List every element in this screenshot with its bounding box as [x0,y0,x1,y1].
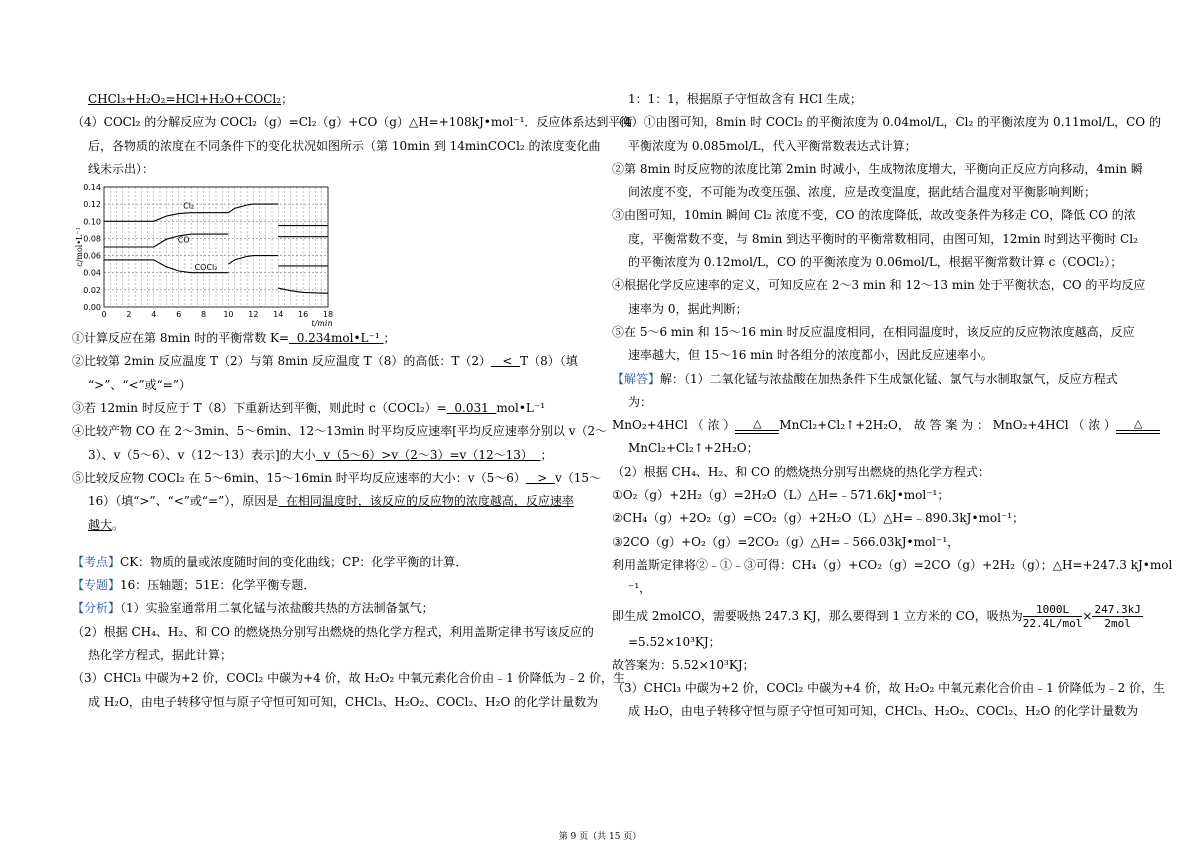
text-line: MnCl₂+Cl₂↑+2H₂O； [628,441,759,456]
jieda: 【解答】解：（1）二氧化锰与浓盐酸在加热条件下生成氯化锰、氯气与水制取氯气，反应方程式 [612,371,1118,386]
text-line: 后，各物质的浓度在不同条件下的变化状况如图所示（第 10min 到 14minCOCl₂ 的浓度变化曲 [88,138,601,153]
text-line: ⁻¹， [628,581,652,596]
x-tick-label: 12 [248,310,259,320]
text-line: 速率越大，但 15～16 min 时各组分的浓度都小，因此反应速率小。 [628,348,993,363]
y-tick-label: 0.14 [83,183,101,193]
answer-4: v（5～6）>v（2～3）=v（12～13） [323,447,533,462]
x-tick-label: 8 [201,310,207,320]
text-line: =5.52×10³KJ； [628,634,721,649]
text-line: CHCl₃+H₂O₂=HCl+H₂O+COCl₂； [88,92,294,106]
question-4-cont: 3）、v（5～6）、v（12～13）表示]的大小 v（5～6）>v（2～3）=v（12～13） ； [88,447,553,462]
concentration-chart [72,181,594,327]
question-2: ②比较第 2min 反应温度 T（2）与第 8min 反应温度 T（8）的高低：T（2） < T（8）（填 [72,354,578,369]
text-line: 成 H₂O，由电子转移守恒与原子守恒可知可知，CHCl₃、H₂O₂、COCl₂、H₂O 的化学计量数为 [628,704,1139,719]
text-line: 故答案为：5.52×10³KJ； [612,657,755,672]
text-line: 热化学方程式，据此计算； [88,648,233,663]
concentration-chart-svg [72,181,342,327]
x-axis-label: t/min [311,319,333,328]
text-line: 平衡浓度为 0.085mol/L，代入平衡常数表达式计算； [628,138,917,153]
zhuanti: 【专题】16：压轴题；51E：化学平衡专题． [72,578,316,593]
question-2-cont: “>”、“<”或“=”） [88,377,191,392]
text-line: （4）COCl₂ 的分解反应为 COCl₂（g）=Cl₂（g）+CO（g）△H=+108kJ•mol⁻¹．反应体系达到平衡 [72,115,633,130]
question-5-cont2: 越大。 [88,517,125,532]
heat-condition-icon: △ [735,418,779,434]
text-line: ③2CO（g）+O₂（g）=2CO₂（g）△H=﹣566.03kJ•mol⁻¹， [612,534,960,549]
page-footer: 第 9 页（共 15 页） [558,832,642,842]
text-line: ④根据化学反应速率的定义，可知反应在 2～3 min 和 12～13 min 处于平衡状态，CO 的平均反应 [612,278,1146,293]
x-tick-label: 2 [126,310,132,320]
x-tick-label: 4 [151,310,157,320]
text-line: 的平衡浓度为 0.12mol/L，CO 的平衡浓度为 0.06mol/L，根据平衡常数计算 c（COCl₂）； [628,255,1123,270]
text-line: 间浓度不变，不可能为改变压强、浓度，应是改变温度，据此结合温度对平衡影响判断； [628,185,1097,200]
text-line: （3）CHCl₃ 中碳为+2 价，COCl₂ 中碳为+4 价，故 H₂O₂ 中氧元素化合价由﹣1 价降低为﹣2 价，生 [72,671,626,686]
left-column [72,88,633,714]
answer-3: 0.031 [454,401,489,416]
kaodian-tag: 【考点】 [72,554,121,569]
y-tick-label: 0.12 [83,200,101,210]
x-tick-label: 18 [322,310,334,320]
text-line: ②第 8min 时反应物的浓度比第 2min 时减小，生成物浓度增大，平衡向正反应方向移动，4min 瞬 [612,161,1143,176]
x-tick-label: 16 [298,310,309,320]
answer-1: 0.234mol•L⁻¹ [296,331,380,346]
fraction: $\frac{1000L}{\text{22.4L/mol}}$ [1022,602,1083,630]
text-line: 速率为 0，据此判断； [628,301,748,316]
text-line: 线未示出）： [88,161,155,176]
text-line: （4）①由图可知，8min 时 COCl₂ 的平衡浓度为 0.04mol/L，Cl₂ 的平衡浓度为 0.11mol/L，CO 的 [612,115,1161,130]
text-line: 度，平衡常数不变，与 8min 到达平衡时的平衡常数相同，由图可知，12min 时到达平衡时 Cl₂ [628,231,1138,246]
text-line: ②CH₄（g）+2O₂（g）=CO₂（g）+2H₂O（L）△H=﹣890.3kJ•mol⁻¹； [612,511,1025,526]
answer-equation: CHCl₃+H₂O₂=HCl+H₂O+COCl₂ [88,92,282,106]
heat-condition-icon: △ [1116,418,1160,434]
series-label: CO [177,235,190,245]
y-axis-label: c/mol•L⁻¹ [75,227,84,267]
y-tick-label: 0.10 [83,217,101,227]
question-4: ④比较产物 CO 在 2～3min、5～6min、12～13min 时平均反应速率[平均反应速率分别以 v（2～ [72,424,608,439]
question-3: ③若 12min 时反应于 T（8）下重新达到平衡，则此时 c（COCl₂）= 0.031 mol•L⁻¹ [72,401,546,416]
series-label: COCl₂ [194,263,218,273]
text-line: （3）CHCl₃ 中碳为+2 价，COCl₂ 中碳为+4 价，故 H₂O₂ 中氧元素化合价由﹣1 价降低为﹣2 价，生 [612,681,1166,696]
jieda-tag: 【解答】 [612,371,661,386]
answer-2: < [502,354,513,369]
question-5: ⑤比较反应物 COCl₂ 在 5～6min、15～16min 时平均反应速率的大小：v（5～6） > v（15～ [72,470,602,485]
y-tick-label: 0.02 [83,286,101,296]
text-line: （2）根据 CH₄、H₂、和 CO 的燃烧热分别写出燃烧的热化学方程式，利用盖斯定律书写该反应的 [72,624,594,639]
text-line: 成 H₂O，由电子转移守恒与原子守恒可知可知，CHCl₃、H₂O₂、COCl₂、H₂O 的化学计量数为 [88,694,599,709]
series-label: Cl₂ [183,201,195,211]
fenxi-tag: 【分析】 [72,601,121,616]
text-line: ①O₂（g）+2H₂（g）=2H₂O（L）△H=﹣571.6kJ•mol⁻¹； [612,488,950,503]
y-tick-label: 0.00 [83,303,101,313]
x-tick-label: 10 [223,310,234,320]
kaodian: 【考点】CK：物质的量或浓度随时间的变化曲线；CP：化学平衡的计算． [72,554,468,569]
text-line: 为： [628,394,653,409]
fraction-line: 即生成 2molCO，需要吸热 247.3 KJ，那么要得到 1 立方米的 CO，吸热为 $\frac{1000L}{\text{22.4L/mol}}$ × $\frac{247.3kJ}{\text{2mol}}$ [612,602,1141,630]
text-line: 利用盖斯定律将②﹣①﹣③可得：CH₄（g）+CO₂（g）=2CO（g）+2H₂（g）；△H=+247.3 kJ•mol [612,557,1173,572]
y-tick-label: 0.08 [83,234,101,244]
y-tick-label: 0.06 [83,251,101,261]
fenxi: 【分析】（1）实验室通常用二氧化锰与浓盐酸共热的方法制备氯气； [72,601,434,616]
text-line: （2）根据 CH₄、H₂、和 CO 的燃烧热分别写出燃烧的热化学方程式： [612,464,990,479]
zhuanti-tag: 【专题】 [72,578,121,593]
question-5-cont: 16）（填“>”、“<”或“=”），原因是 在相同温度时，该反应的反应物的浓度越高，反应速率 [88,494,574,509]
equation-line: MnO₂+4HCl （ 浓 ） △ MnCl₂+Cl₂↑+2H₂O， 故 答 案 为 ： MnO₂+4HCl （ 浓 ） △ [612,414,1132,437]
text-line: 1：1：1，根据原子守恒故含有 HCl 生成； [628,92,863,106]
answer-5-reason: 在相同温度时，该反应的反应物的浓度越高，反应速率 [285,494,574,509]
text-line: ⑤在 5～6 min 和 15～16 min 时反应温度相同，在相同温度时，该反应的反应物浓度越高，反应 [612,324,1135,339]
right-column [612,88,1173,724]
text-line: ③由图可知，10min 瞬间 Cl₂ 浓度不变，CO 的浓度降低，故改变条件为移走 CO，降低 CO 的浓 [612,208,1136,223]
fraction: $\frac{247.3kJ}{\text{2mol}}$ [1094,602,1141,630]
x-tick-label: 14 [273,310,284,320]
x-tick-label: 6 [176,310,182,320]
question-1: ①计算反应在第 8min 时的平衡常数 K= 0.234mol•L⁻¹ ； [72,331,396,346]
y-tick-label: 0.04 [83,268,101,278]
answer-5: > [537,470,548,485]
x-tick-label: 0 [101,310,107,320]
